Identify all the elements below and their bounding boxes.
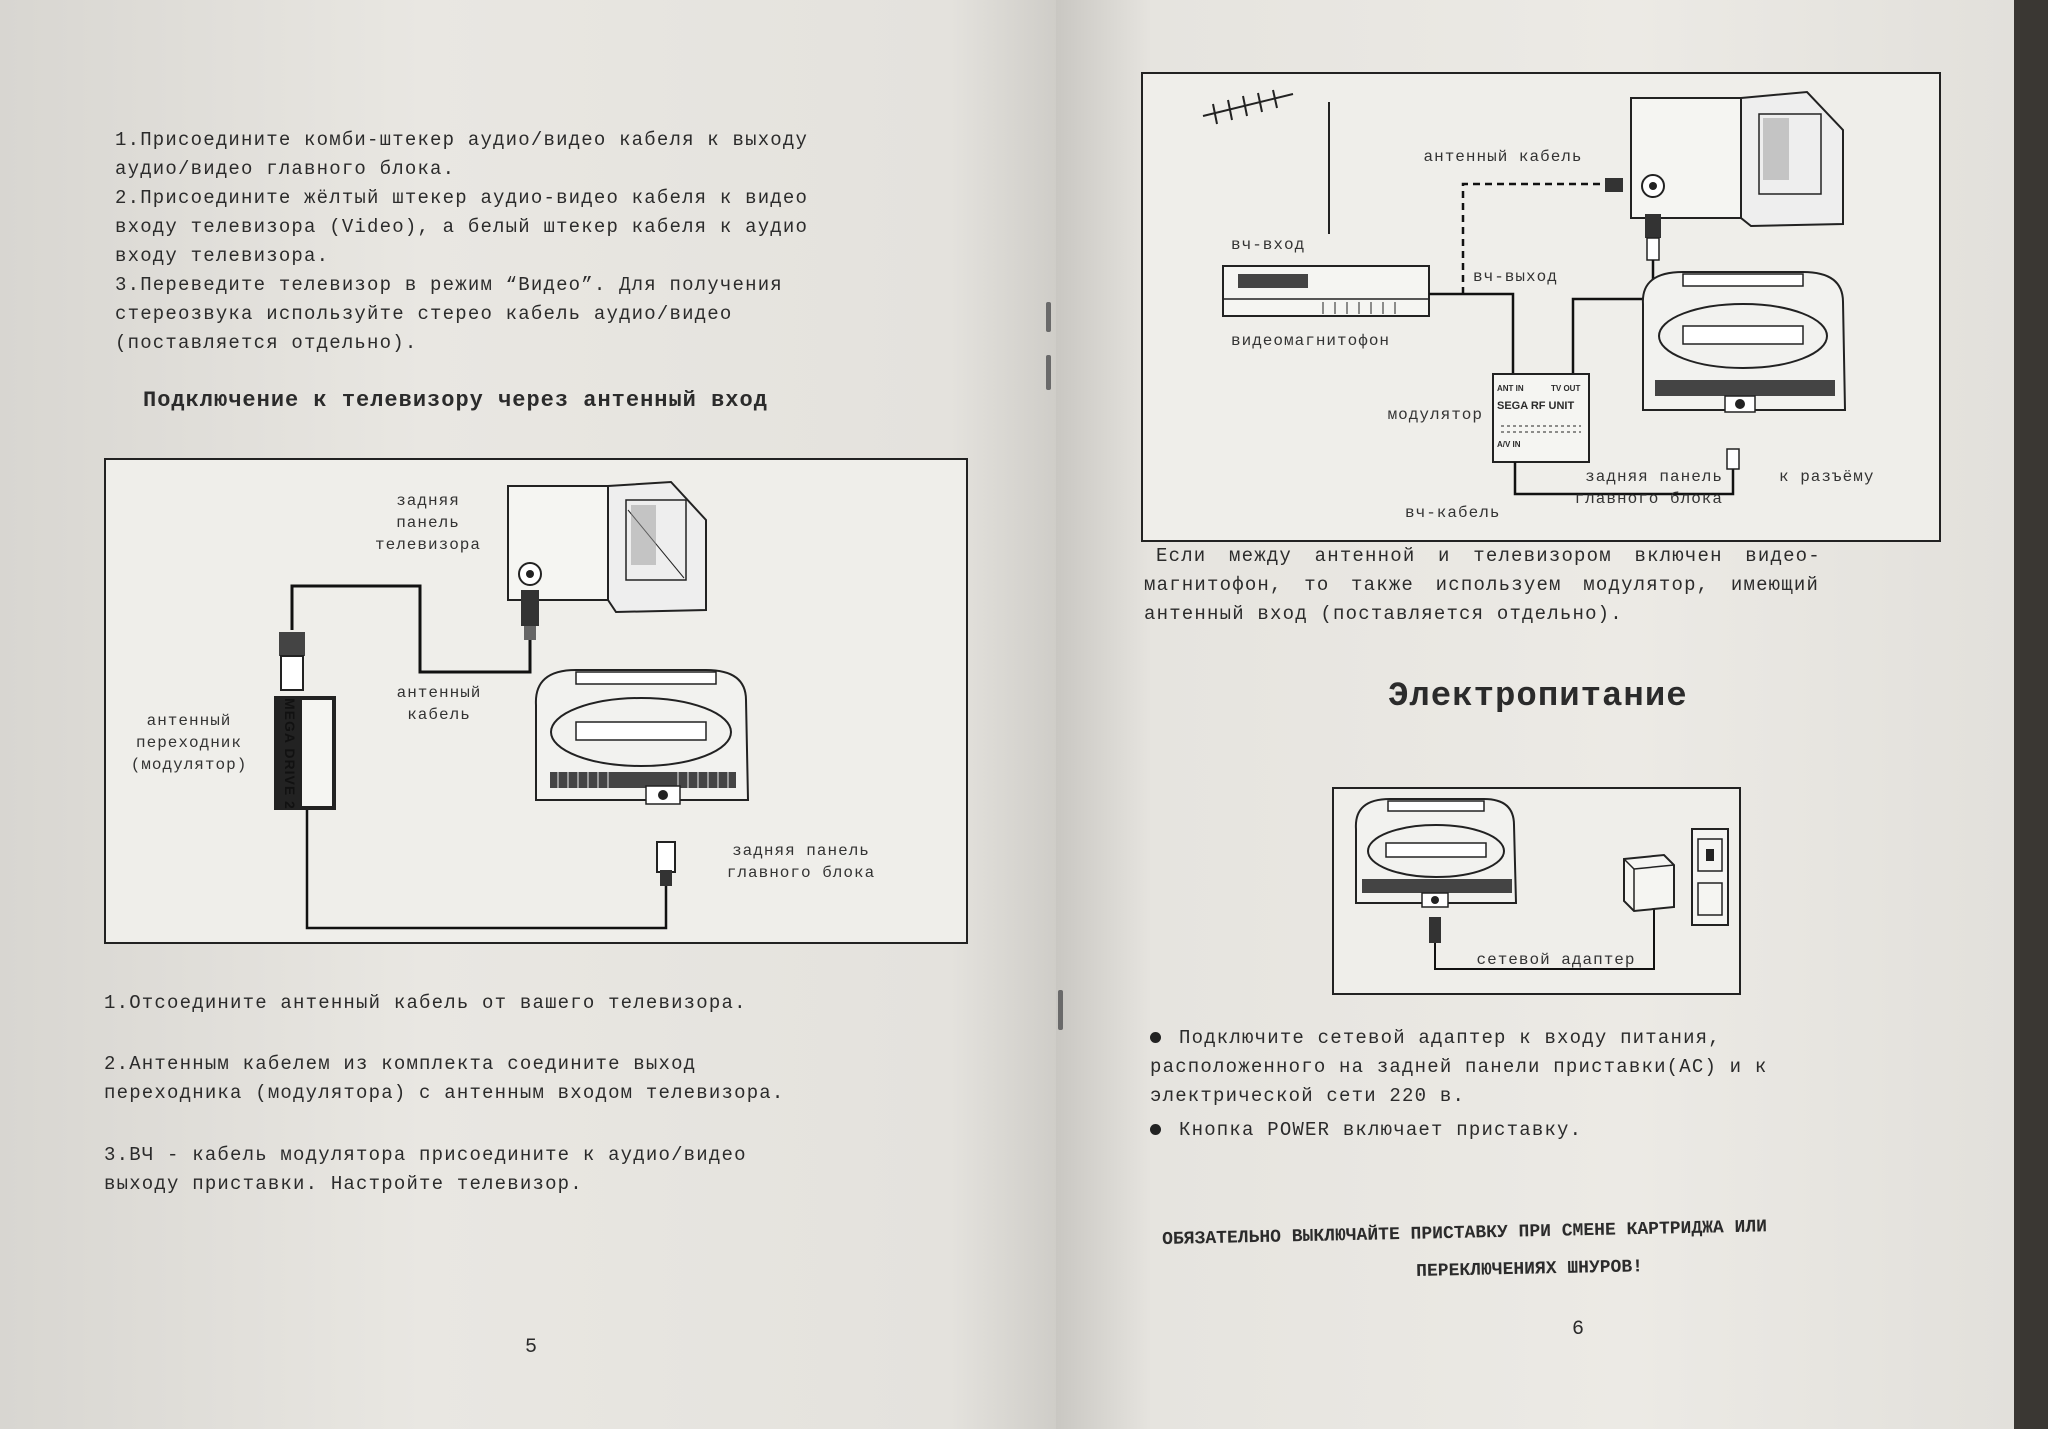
modulator-label: модулятор [1387,406,1483,424]
av-in-label: A/V IN [1497,440,1521,449]
rf-out-label: вч-выход [1473,268,1558,286]
wall-socket-illustration [1692,829,1728,925]
warning-line: ПЕРЕКЛЮЧЕНИЯХ ШНУРОВ! [1416,1257,1644,1282]
rf-cable-label: вч-кабель [1405,504,1501,522]
bullet-icon [1150,1124,1161,1135]
step-line: входу телевизора. [115,245,330,267]
console-illustration [536,670,748,804]
step-line: (поставляется отдельно). [115,332,418,354]
ant-in-label: ANT IN [1497,384,1524,393]
bullet-item: Кнопка POWER включает приставку. [1150,1116,1582,1145]
step-line: аудио/видео главного блока. [115,158,456,180]
section-heading: Подключение к телевизору через антенный вход [143,388,768,413]
vcr-label: видеомагнитофон [1231,332,1391,350]
step-line: 3.ВЧ - кабель модулятора присоедините к аудио/видео [104,1144,747,1166]
note-line: Если между антенной и телевизором включен видео- [1156,545,1821,567]
bullet-icon [1150,1032,1161,1043]
step-line: 2.Присоедините жёлтый штекер аудио-видео кабеля к видео [115,187,809,209]
console-back-label: задняя панель главного блока [726,842,876,882]
step-line: стереозвука используйте стерео кабель аудио/видео [115,303,733,325]
step-line: 1.Отсоедините антенный кабель от вашего телевизора. [104,992,747,1014]
tv-illustration [1631,92,1843,226]
connector-label: к разъёму [1779,468,1875,486]
staple [1046,302,1051,332]
bullet-item: Подключите сетевой адаптер к входу питания, [1150,1024,1721,1053]
antenna-diagram [104,458,968,944]
modulator-brand: MEGA DRIVE 2 [282,698,298,810]
note-line: магнитофон, то также используем модулятор, имеющий [1144,574,1820,596]
page-number: 5 [525,1336,538,1359]
tv-out-label: TV OUT [1551,384,1581,393]
power-diagram [1332,787,1741,995]
rf-unit-name: SEGA RF UNIT [1497,400,1575,412]
antenna-cable-label: антенный кабель [396,684,482,724]
note-line: антенный вход (поставляется отдельно). [1144,603,1623,625]
step-line: выходу приставки. Настройте телевизор. [104,1173,583,1195]
adapter-label: сетевой адаптер [1476,951,1636,969]
antenna-illustration [1203,90,1329,234]
step-line: 2.Антенным кабелем из комплекта соедините выход [104,1053,697,1075]
step-line: 3.Переведите телевизор в режим “Видео”. Для получения [115,274,783,296]
power-heading: Электропитание [1388,678,1688,716]
vcr-illustration [1223,266,1429,316]
step-line: переходника (модулятора) с антенным входом телевизора. [104,1082,785,1104]
staple [1046,355,1051,390]
page-number: 6 [1572,1318,1585,1341]
bullet-line: расположенного на задней панели приставки(AC) и к [1150,1056,1768,1078]
step-line: входу телевизора (Video), а белый штекер кабеля к аудио [115,216,809,238]
right-page [1056,0,2014,1429]
staple [1058,990,1063,1030]
modulator-label: антенный переходник (модулятор) [130,712,248,774]
console-illustration [1643,272,1845,412]
bullet-line: электрической сети 220 в. [1150,1085,1466,1107]
step-line: 1.Присоедините комби-штекер аудио/видео кабеля к выходу [115,129,809,151]
adapter-illustration [1624,855,1674,911]
vcr-diagram [1141,72,1941,542]
warning-line: ОБЯЗАТЕЛЬНО ВЫКЛЮЧАЙТЕ ПРИСТАВКУ ПРИ СМЕНЕ КАРТРИДЖА ИЛИ [1162,1217,1768,1250]
tv-back-label: задняя панель телевизора [374,492,481,554]
rf-in-label: вч-вход [1231,236,1306,254]
console-back-label: задняя панель главного блока [1574,468,1723,508]
console-illustration [1356,799,1516,907]
antenna-cable-label: антенный кабель [1423,148,1583,166]
